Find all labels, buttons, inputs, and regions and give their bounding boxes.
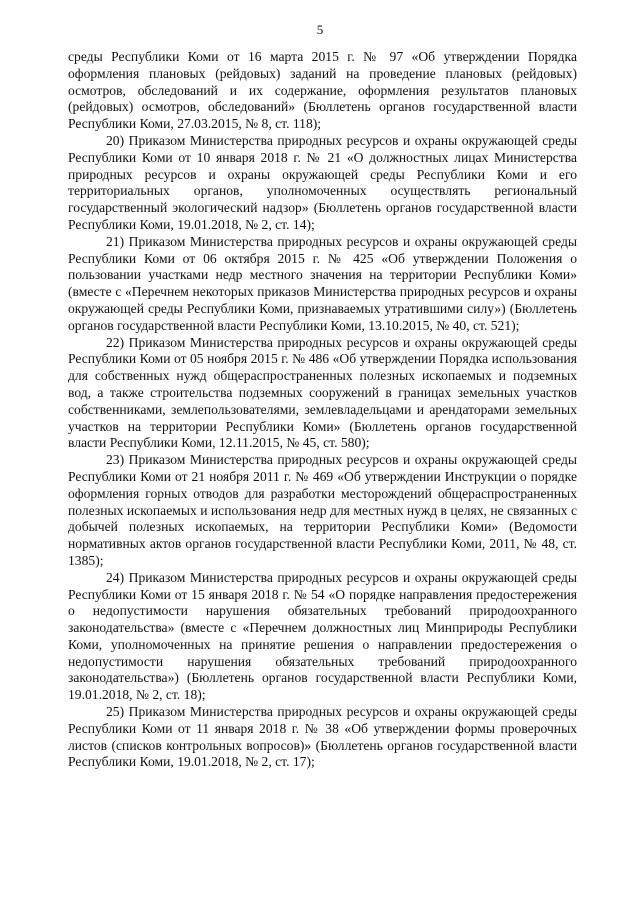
paragraph-item-20: 20) Приказом Министерства природных ресурсов и охраны окружающей среды Республики Коми от 10 января 2018 г. № 21 «О должностных лицах Министерства природных ресурсов и охраны окружающей среды Республики Коми и его территориальных органов, уполномоченных осуществлять региональный государственный экологический надзор» (Бюллетень органов государственной власти Республики Коми, 19.01.2018, № 2, ст. 14); [68, 132, 577, 232]
paragraph-item-25: 25) Приказом Министерства природных ресурсов и охраны окружающей среды Республики Коми от 11 января 2018 г. № 38 «Об утверждении формы проверочных листов (списков контрольных вопросов)» (Бюллетень органов государственной власти Республики Коми, 19.01.2018, № 2, ст. 17); [68, 704, 577, 770]
paragraph-item-23: 23) Приказом Министерства природных ресурсов и охраны окружающей среды Республики Коми от 21 ноября 2011 г. № 469 «Об утверждении Инструкции о порядке оформления горных отводов для разработки месторождений общераспространенных полезных ископаемых и использования недр для местных нужд в целях, не связанных с добычей полезных ископаемых, на территории Республики Коми» (Ведомости нормативных актов органов государственной власти Республики Коми, 2011, № 48, ст. 1385); [68, 452, 577, 568]
paragraph-item-21: 21) Приказом Министерства природных ресурсов и охраны окружающей среды Республики Коми от 06 октября 2015 г. № 425 «Об утверждении Положения о пользовании участками недр местного значения на территории Республики Коми» (вместе с «Перечнем некоторых приказов Министерства природных ресурсов и охраны окружающей среды Республики Коми, признаваемых утратившими силу») (Бюллетень органов государственной власти Республики Коми, 13.10.2015, № 40, ст. 521); [68, 233, 577, 333]
page-number: 5 [316, 22, 324, 37]
paragraph-item-24: 24) Приказом Министерства природных ресурсов и охраны окружающей среды Республики Коми от 15 января 2018 г. № 54 «О порядке направления предостережения о недопустимости нарушения обязательных требований природоохранного законодательства» (вместе с «Перечнем должностных лиц Минприроды Республики Коми, уполномоченных на принятие решения о направлении предостережения о недопустимости нарушения обязательных требований природоохранного законодательства») (Бюллетень органов государственной власти Республики Коми, 19.01.2018, № 2, ст. 18); [68, 569, 577, 703]
document-body [68, 49, 577, 771]
paragraph-item-22: 22) Приказом Министерства природных ресурсов и охраны окружающей среды Республики Коми от 05 ноября 2015 г. № 486 «Об утверждении Порядка использования для собственных нужд общераспространенных полезных ископаемых и подземных вод, а также строительства подземных сооружений в границах земельных участков собственниками, землепользователями, землевладельцами и арендаторами земельных участков на территории Республики Коми» (Бюллетень органов государственной власти Республики Коми, 12.11.2015, № 45, ст. 580); [68, 334, 577, 451]
paragraph-continuation: среды Республики Коми от 16 марта 2015 г. № 97 «Об утверждении Порядка оформления плановых (рейдовых) заданий на проведение плановых (рейдовых) осмотров, обследований и их содержание, оформления результатов плановых (рейдовых) осмотров, обследований» (Бюллетень органов государственной власти Республики Коми, 27.03.2015, № 8, ст. 118); [68, 49, 577, 132]
